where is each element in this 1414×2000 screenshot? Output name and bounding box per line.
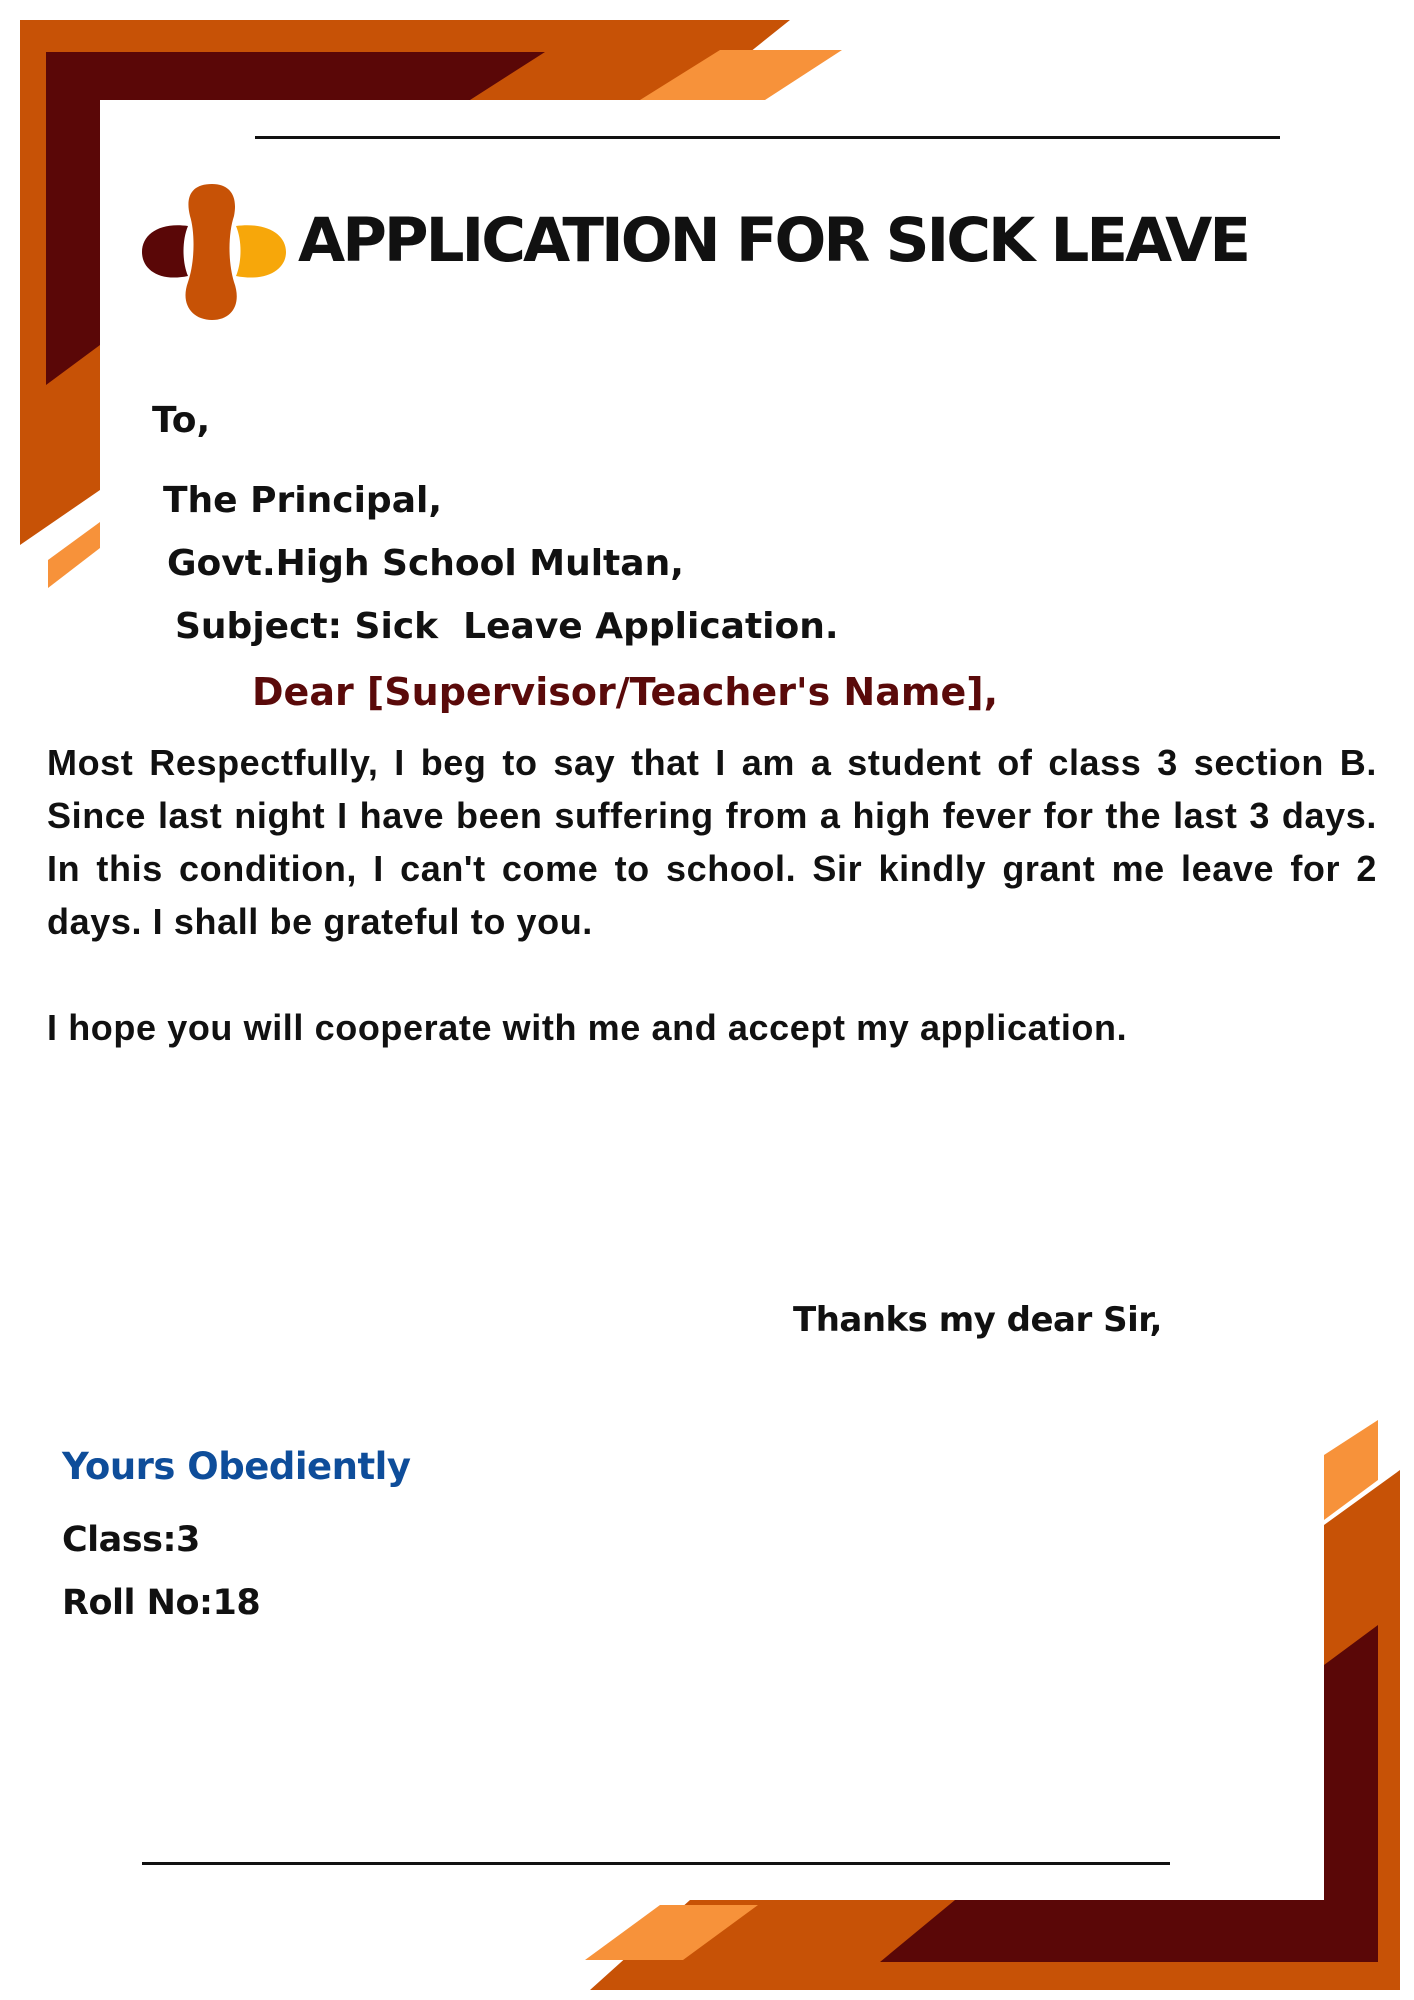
frame-bottom-right-maroon — [880, 1625, 1378, 1962]
frame-top-left-accent-2 — [48, 522, 100, 588]
body-paragraph: Most Respectfully, I beg to say that I am a student of class 3 section B. Since last night I have been suffering from a high fever for the last 3 days. In this condition, I can't come to school. Sir kindly grant me leave for 2 days. I shall be grateful to you. — [47, 742, 1377, 942]
recipient-line: The Principal, — [163, 480, 442, 521]
school-line: Govt.High School Multan, — [167, 543, 684, 584]
page-title: APPLICATION FOR SICK LEAVE — [298, 205, 1249, 276]
medical-cross-icon — [140, 182, 290, 322]
class-line: Class:3 — [62, 1520, 200, 1560]
thanks-line: Thanks my dear Sir, — [793, 1300, 1162, 1340]
bottom-divider — [142, 1862, 1170, 1865]
salutation: Dear [Supervisor/Teacher's Name], — [252, 670, 999, 714]
roll-number-line: Roll No:18 — [62, 1583, 261, 1623]
to-line: To, — [152, 400, 211, 441]
top-divider — [255, 136, 1280, 139]
sign-off: Yours Obediently — [62, 1445, 411, 1488]
closing-paragraph: I hope you will cooperate with me and accept my application. — [47, 1007, 1128, 1048]
subject-line: Subject: Sick Leave Application. — [175, 606, 839, 647]
